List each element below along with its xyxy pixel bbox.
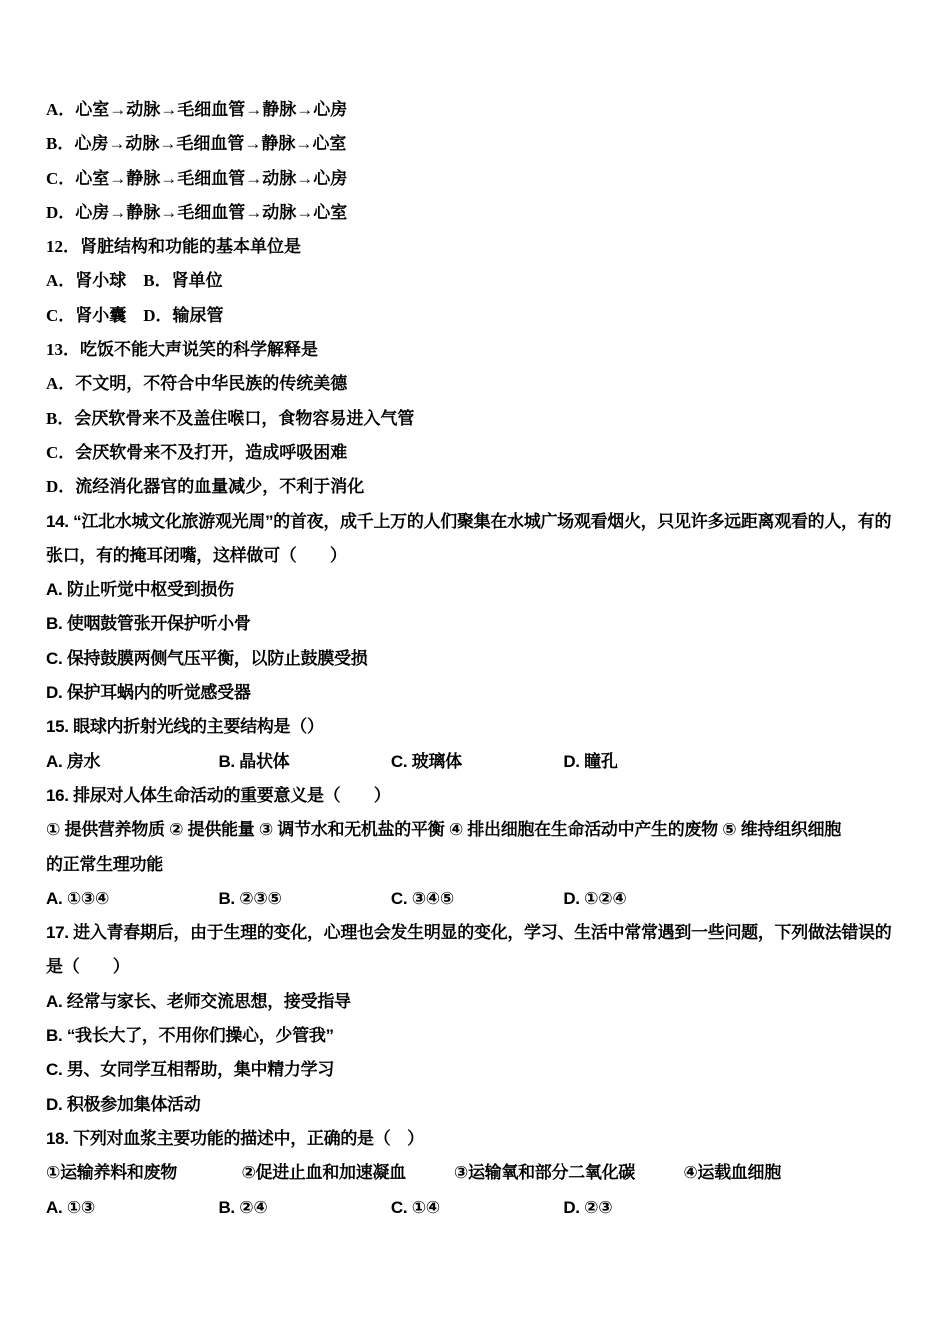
q12-options-row-2: C．肾小囊 D．输尿管 <box>46 305 224 325</box>
q13-option-a: A．不文明，不符合中华民族的传统美德 <box>46 374 348 394</box>
q17-stem-line-2: 是（ ） <box>46 957 130 977</box>
q15-option-a: A. 房水 <box>46 751 101 771</box>
q15-stem: 15. 眼球内折射光线的主要结构是（） <box>46 717 324 737</box>
q13-stem: 13．吃饭不能大声说笑的科学解释是 <box>46 340 318 360</box>
q18-option-c: C. ①④ <box>390 1197 440 1217</box>
q14-option-d: D. 保护耳蜗内的听觉感受器 <box>46 683 251 703</box>
q14-option-a: A. 防止听觉中枢受到损伤 <box>46 580 234 600</box>
q16-stem: 16. 排尿对人体生命活动的重要意义是（ ） <box>46 785 391 805</box>
q16-items-line-2: 的正常生理功能 <box>46 854 163 874</box>
q13-option-d: D．流经消化器官的血量减少，不利于消化 <box>46 477 365 497</box>
q18-item-2: ②促进止血和加速凝血 <box>241 1163 406 1183</box>
q14-option-b: B. 使咽鼓管张开保护听小骨 <box>46 614 251 634</box>
q16-options-row <box>46 882 908 916</box>
q18-item-4: ④运载血细胞 <box>683 1163 781 1183</box>
q18-item-3: ③运输氧和部分二氧化碳 <box>453 1163 635 1183</box>
q16-items-line-1: ① 提供营养物质 ② 提供能量 ③ 调节水和无机盐的平衡 ④ 排出细胞在生命活动中产生的废物 ⑤ 维持组织细胞 <box>46 820 841 840</box>
q18-option-d: D. ②③ <box>563 1197 613 1217</box>
q11-option-b: B．心房→动脉→毛细血管→静脉→心室 <box>46 134 347 154</box>
q17-option-d: D. 积极参加集体活动 <box>46 1094 201 1114</box>
q15-option-c: C. 玻璃体 <box>390 751 462 771</box>
q18-option-a: A. ①③ <box>46 1197 96 1217</box>
q16-option-d: D. ①②④ <box>563 888 627 908</box>
q13-option-c: C．会厌软骨来不及打开，造成呼吸困难 <box>46 442 348 462</box>
q15-option-d: D. 瞳孔 <box>563 751 618 771</box>
q17-stem-line-1: 17. 进入青春期后，由于生理的变化，心理也会发生明显的变化，学习、生活中常常遇到一些问题，下列做法错误的 <box>46 923 892 943</box>
q18-items-row <box>46 1156 908 1190</box>
q12-stem: 12．肾脏结构和功能的基本单位是 <box>46 237 301 257</box>
q17-option-c: C. 男、女同学互相帮助，集中精力学习 <box>46 1060 335 1080</box>
q16-option-c: C. ③④⑤ <box>390 888 454 908</box>
q18-stem: 18. 下列对血浆主要功能的描述中，正确的是（ ） <box>46 1128 424 1148</box>
q18-option-b: B. ②④ <box>218 1197 268 1217</box>
q16-option-b: B. ②③⑤ <box>218 888 282 908</box>
q16-option-a: A. ①③④ <box>46 888 110 908</box>
q17-option-b: B. “我长大了，不用你们操心，少管我” <box>46 1026 334 1046</box>
q11-option-d: D．心房→静脉→毛细血管→动脉→心室 <box>46 202 348 222</box>
q11-option-a: A．心室→动脉→毛细血管→静脉→心房 <box>46 100 348 119</box>
q18-item-1: ①运输养料和废物 <box>46 1163 177 1183</box>
q14-stem-line-1: 14. “江北水城文化旅游观光周”的首夜，成千上万的人们聚集在水城广场观看烟火，只见许多远距离观看的人，有的 <box>46 511 892 531</box>
q14-stem-line-2: 张口，有的掩耳闭嘴，这样做可（ ） <box>46 545 347 565</box>
q17-option-a: A. 经常与家长、老师交流思想，接受指导 <box>46 991 351 1011</box>
q11-option-c: C．心室→静脉→毛细血管→动脉→心房 <box>46 168 348 188</box>
q13-option-b: B．会厌软骨来不及盖住喉口，食物容易进入气管 <box>46 408 415 428</box>
q12-options-row-1: A．肾小球 B．肾单位 <box>46 271 223 291</box>
q14-option-c: C. 保持鼓膜两侧气压平衡，以防止鼓膜受损 <box>46 648 368 668</box>
q15-option-b: B. 晶状体 <box>218 751 290 771</box>
q15-options-row <box>46 745 908 779</box>
q18-options-row <box>46 1191 908 1225</box>
